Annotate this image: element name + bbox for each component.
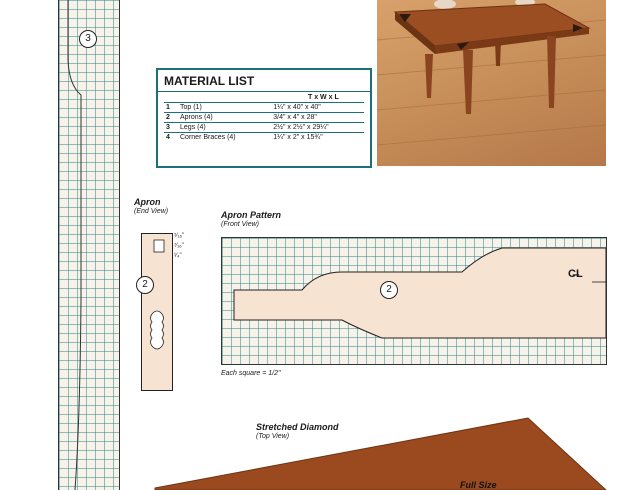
apron-pattern-subtitle: (Front View)	[221, 221, 259, 228]
material-list-table	[164, 102, 364, 142]
table-photo	[377, 0, 606, 166]
material-list-header: T x W x L	[308, 94, 339, 101]
diamond-title: Stretched Diamond	[256, 422, 339, 432]
material-row: 3 Legs (4) 2½" x 2½" x 29¼"	[164, 123, 364, 133]
leg-callout: 3	[79, 30, 97, 48]
apron-pattern-callout: 2	[380, 281, 398, 299]
stretched-diamond	[0, 410, 640, 490]
apron-pattern-grid	[221, 237, 607, 365]
apron-pattern-note: Each square = 1/2"	[221, 370, 281, 377]
apron-pattern-profile	[222, 238, 606, 364]
dim-1: ⁵⁄₁₆"	[174, 233, 185, 239]
apron-end-subtitle: (End View)	[134, 208, 169, 215]
material-row: 2 Aprons (4) 3/4" x 4" x 28"	[164, 113, 364, 123]
material-list-title: MATERIAL LIST	[158, 70, 370, 92]
apron-end-callout: 2	[136, 276, 154, 294]
dim-2: ⁷⁄₁₆"	[174, 243, 184, 249]
diamond-subtitle: (Top View)	[256, 433, 290, 440]
apron-end-dims	[174, 231, 184, 261]
material-row: 1 Top (1) 1¼" x 40" x 40"	[164, 103, 364, 113]
centerline-label: C̶L	[568, 268, 583, 280]
material-list	[156, 68, 372, 168]
apron-end-profile	[142, 234, 172, 390]
dim-3: ¹⁄₄"	[174, 253, 182, 259]
full-size-label: Full Size	[460, 480, 497, 490]
material-row: 4 Corner Braces (4) 1¼" x 2" x 15¾"	[164, 133, 364, 143]
apron-end-view	[141, 233, 173, 391]
apron-pattern-title: Apron Pattern	[221, 210, 282, 220]
apron-end-title: Apron	[134, 197, 161, 207]
table-illustration	[377, 0, 606, 166]
